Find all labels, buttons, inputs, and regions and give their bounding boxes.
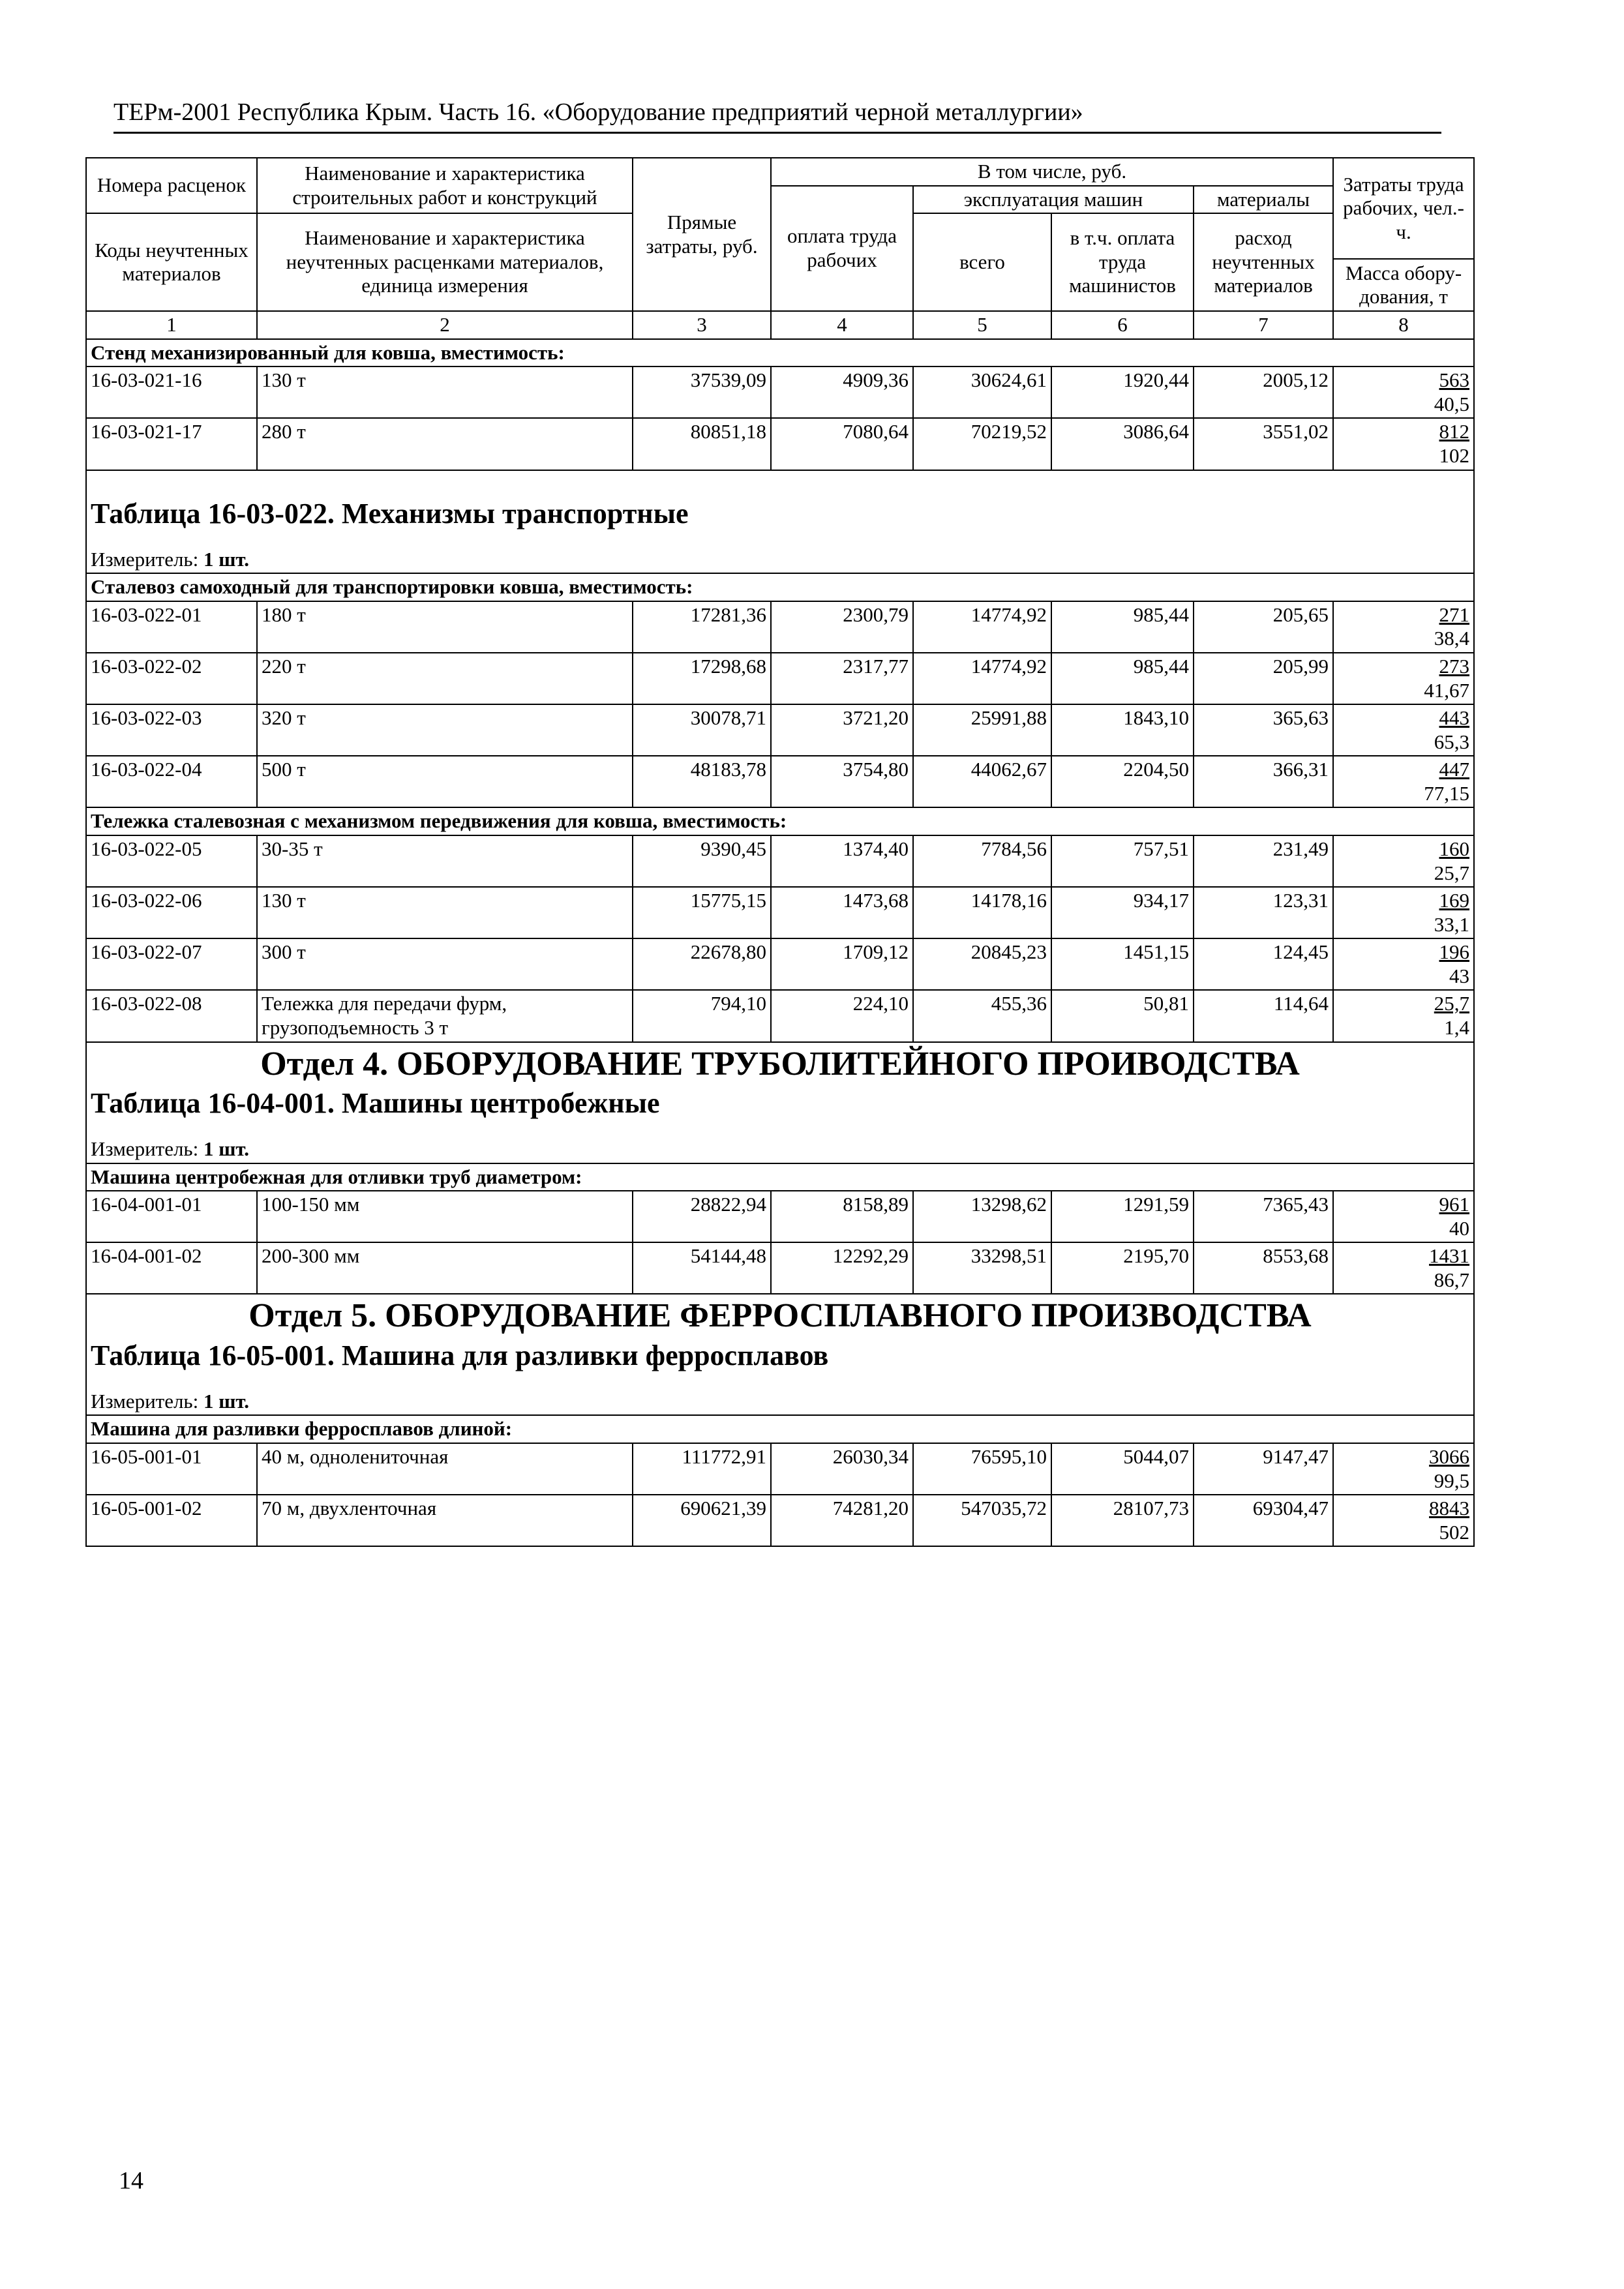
table-row (86, 756, 1474, 807)
col5-header: всего (913, 213, 1051, 311)
machine-cost: 44062,67 (913, 756, 1051, 807)
machinist-cost: 2195,70 (1051, 1242, 1194, 1294)
equipment-mass: 43 (1449, 964, 1470, 987)
machine-cost: 547035,72 (913, 1495, 1051, 1546)
labor-hours: 8843 (1429, 1497, 1470, 1520)
table-row (86, 1191, 1474, 1242)
labor-cost: 8158,89 (771, 1191, 913, 1242)
materials-cost: 7365,43 (1194, 1191, 1333, 1242)
machine-cost: 33298,51 (913, 1242, 1051, 1294)
rate-name: 130 т (257, 367, 633, 418)
in-that-header: В том числе, руб. (771, 158, 1333, 186)
rate-name-line: Тележка для передачи фурм, (262, 992, 507, 1015)
direct-cost: 15775,15 (633, 887, 771, 938)
machine-cost: 14774,92 (913, 653, 1051, 704)
rate-name: 320 т (257, 704, 633, 756)
machinist-cost: 1843,10 (1051, 704, 1194, 756)
equipment-mass: 502 (1439, 1520, 1470, 1544)
rate-code: 16-03-022-06 (86, 887, 257, 938)
table-title: Таблица 16-03-022. Механизмы транспортные (86, 470, 1474, 546)
column-number: 7 (1194, 311, 1333, 339)
direct-cost: 111772,91 (633, 1443, 771, 1495)
labor-cost: 12292,29 (771, 1242, 913, 1294)
table-row (86, 704, 1474, 756)
direct-cost: 48183,78 (633, 756, 771, 807)
measure-label: Измеритель: (91, 1137, 199, 1160)
section-row (86, 807, 1474, 835)
materials-cost: 365,63 (1194, 704, 1333, 756)
materials-cost: 114,64 (1194, 990, 1333, 1041)
machinist-cost: 985,44 (1051, 653, 1194, 704)
machine-cost: 14774,92 (913, 601, 1051, 653)
labor-cost: 2317,77 (771, 653, 913, 704)
table-header-row-1 (86, 158, 1474, 186)
labor-mass-cell (1333, 418, 1474, 470)
rate-code: 16-03-022-04 (86, 756, 257, 807)
measure-row (86, 1388, 1474, 1416)
rate-code: 16-05-001-02 (86, 1495, 257, 1546)
table-row (86, 887, 1474, 938)
machinist-cost: 50,81 (1051, 990, 1194, 1041)
table-title-row (86, 1338, 1474, 1388)
table-title-row (86, 1085, 1474, 1136)
rate-name (257, 990, 633, 1041)
labor-mass-cell (1333, 653, 1474, 704)
column-number: 2 (257, 311, 633, 339)
machinist-cost: 28107,73 (1051, 1495, 1194, 1546)
machine-cost: 30624,61 (913, 367, 1051, 418)
table-row (86, 990, 1474, 1041)
section-row (86, 573, 1474, 601)
measure-label: Измеритель: (91, 547, 199, 571)
direct-cost: 9390,45 (633, 835, 771, 887)
materials-header: материалы (1194, 186, 1333, 214)
machinist-cost: 2204,50 (1051, 756, 1194, 807)
rate-name: 130 т (257, 887, 633, 938)
labor-mass-cell (1333, 835, 1474, 887)
rate-name: 200-300 мм (257, 1242, 633, 1294)
labor-cost: 3754,80 (771, 756, 913, 807)
rate-code: 16-03-021-16 (86, 367, 257, 418)
machine-cost: 14178,16 (913, 887, 1051, 938)
labor-hours: 961 (1439, 1193, 1470, 1216)
section-title: Тележка сталевозная с механизмом передвижения для ковша, вместимость: (86, 807, 1474, 835)
direct-cost: 17298,68 (633, 653, 771, 704)
labor-cost: 1709,12 (771, 938, 913, 990)
equipment-mass: 102 (1439, 444, 1470, 468)
measure-label: Измеритель: (91, 1389, 199, 1413)
rate-code: 16-03-022-02 (86, 653, 257, 704)
rate-name: 40 м, однолениточная (257, 1443, 633, 1495)
section-row (86, 1415, 1474, 1443)
col1-top-header: Номера расценок (86, 158, 257, 213)
materials-cost: 69304,47 (1194, 1495, 1333, 1546)
machinist-cost: 1451,15 (1051, 938, 1194, 990)
rate-code: 16-04-001-01 (86, 1191, 257, 1242)
direct-cost: 22678,80 (633, 938, 771, 990)
col4-header: оплата труда рабочих (771, 186, 913, 312)
labor-mass-cell (1333, 367, 1474, 418)
col6-header: в т.ч. оплата труда машинистов (1051, 213, 1194, 311)
labor-hours: 273 (1439, 654, 1470, 678)
rate-name: 280 т (257, 418, 633, 470)
direct-cost: 54144,48 (633, 1242, 771, 1294)
machine-cost: 25991,88 (913, 704, 1051, 756)
machine-cost: 13298,62 (913, 1191, 1051, 1242)
labor-mass-cell (1333, 938, 1474, 990)
rate-code: 16-05-001-01 (86, 1443, 257, 1495)
materials-cost: 9147,47 (1194, 1443, 1333, 1495)
table-row (86, 1495, 1474, 1546)
labor-hours: 443 (1439, 706, 1470, 730)
materials-cost: 124,45 (1194, 938, 1333, 990)
col2-bottom-header: Наименование и характеристика неучтенных расценками материалов, единица измерения (257, 213, 633, 311)
labor-hours: 563 (1439, 368, 1470, 392)
col1-bottom-header: Коды неучтенных материалов (86, 213, 257, 311)
labor-mass-cell (1333, 601, 1474, 653)
rate-code: 16-03-021-17 (86, 418, 257, 470)
equipment-mass: 40 (1449, 1216, 1470, 1240)
labor-hours: 812 (1439, 420, 1470, 443)
section-row (86, 1163, 1474, 1191)
labor-mass-cell (1333, 887, 1474, 938)
labor-hours: 1431 (1429, 1244, 1470, 1268)
labor-hours: 447 (1439, 758, 1470, 781)
materials-cost: 2005,12 (1194, 367, 1333, 418)
rates-table (85, 157, 1475, 1547)
machine-cost: 70219,52 (913, 418, 1051, 470)
labor-mass-cell (1333, 1443, 1474, 1495)
direct-cost: 80851,18 (633, 418, 771, 470)
machinist-cost: 3086,64 (1051, 418, 1194, 470)
table-row (86, 1443, 1474, 1495)
labor-cost: 74281,20 (771, 1495, 913, 1546)
col3-header: Прямые затраты, руб. (633, 158, 771, 311)
labor-hours: 25,7 (1434, 992, 1470, 1015)
materials-cost: 3551,02 (1194, 418, 1333, 470)
equipment-mass: 40,5 (1434, 392, 1470, 415)
measure-row (86, 1136, 1474, 1163)
equipment-mass: 86,7 (1434, 1268, 1470, 1291)
labor-cost: 26030,34 (771, 1443, 913, 1495)
table-row (86, 835, 1474, 887)
measure-unit (86, 1136, 1474, 1163)
rates-document (85, 157, 1473, 1547)
page-header-title: ТЕРм-2001 Республика Крым. Часть 16. «Оборудование предприятий черной металлургии» (113, 98, 1083, 126)
equipment-mass: 25,7 (1434, 861, 1470, 884)
machine-cost: 455,36 (913, 990, 1051, 1041)
rate-name: 100-150 мм (257, 1191, 633, 1242)
labor-cost: 3721,20 (771, 704, 913, 756)
measure-value: 1 шт. (203, 547, 250, 571)
department-title-row (86, 1294, 1474, 1337)
rate-code: 16-03-022-08 (86, 990, 257, 1041)
materials-cost: 123,31 (1194, 887, 1333, 938)
rate-code: 16-03-022-05 (86, 835, 257, 887)
column-number: 3 (633, 311, 771, 339)
direct-cost: 37539,09 (633, 367, 771, 418)
table-title: Таблица 16-05-001. Машина для разливки ферросплавов (86, 1338, 1474, 1388)
section-title: Стенд механизированный для ковша, вместимость: (86, 339, 1474, 367)
table-row (86, 367, 1474, 418)
labor-cost: 224,10 (771, 990, 913, 1041)
department-title: Отдел 5. ОБОРУДОВАНИЕ ФЕРРОСПЛАВНОГО ПРОИЗВОДСТВА (86, 1294, 1474, 1337)
labor-mass-cell (1333, 1191, 1474, 1242)
rate-name: 300 т (257, 938, 633, 990)
equipment-mass: 77,15 (1424, 781, 1470, 805)
column-number: 4 (771, 311, 913, 339)
measure-value: 1 шт. (203, 1389, 250, 1413)
labor-cost: 1473,68 (771, 887, 913, 938)
table-row (86, 938, 1474, 990)
col2-top-header: Наименование и характеристика строительных работ и конструкций (257, 158, 633, 213)
column-number: 6 (1051, 311, 1194, 339)
header-rule (113, 132, 1441, 134)
rate-code: 16-03-022-07 (86, 938, 257, 990)
section-title: Машина центробежная для отливки труб диаметром: (86, 1163, 1474, 1191)
labor-mass-cell (1333, 1242, 1474, 1294)
measure-value: 1 шт. (203, 1137, 250, 1160)
department-title-row (86, 1042, 1474, 1085)
col8-bottom-header: Масса обору-дования, т (1333, 259, 1474, 311)
machinist-cost: 985,44 (1051, 601, 1194, 653)
equipment-mass: 99,5 (1434, 1469, 1470, 1492)
labor-cost: 7080,64 (771, 418, 913, 470)
measure-row (86, 546, 1474, 574)
machine-cost: 7784,56 (913, 835, 1051, 887)
column-number: 5 (913, 311, 1051, 339)
rate-code: 16-04-001-02 (86, 1242, 257, 1294)
table-row (86, 418, 1474, 470)
column-number: 1 (86, 311, 257, 339)
machinist-cost: 1291,59 (1051, 1191, 1194, 1242)
machinist-cost: 1920,44 (1051, 367, 1194, 418)
direct-cost: 30078,71 (633, 704, 771, 756)
labor-mass-cell (1333, 704, 1474, 756)
direct-cost: 690621,39 (633, 1495, 771, 1546)
measure-unit (86, 546, 1474, 574)
direct-cost: 28822,94 (633, 1191, 771, 1242)
labor-hours: 271 (1439, 603, 1470, 626)
machinist-cost: 934,17 (1051, 887, 1194, 938)
materials-cost: 8553,68 (1194, 1242, 1333, 1294)
machine-cost: 76595,10 (913, 1443, 1051, 1495)
labor-cost: 1374,40 (771, 835, 913, 887)
rate-code: 16-03-022-01 (86, 601, 257, 653)
rate-code: 16-03-022-03 (86, 704, 257, 756)
equipment-mass: 38,4 (1434, 627, 1470, 650)
department-title: Отдел 4. ОБОРУДОВАНИЕ ТРУБОЛИТЕЙНОГО ПРОИВОДСТВА (86, 1042, 1474, 1085)
rate-name: 70 м, двухленточная (257, 1495, 633, 1546)
table-row (86, 1242, 1474, 1294)
col8-top-header: Затраты труда рабочих, чел.-ч. (1333, 158, 1474, 259)
equipment-mass: 33,1 (1434, 912, 1470, 936)
rate-name: 220 т (257, 653, 633, 704)
table-title: Таблица 16-04-001. Машины центробежные (86, 1085, 1474, 1136)
rate-name: 180 т (257, 601, 633, 653)
rate-name: 500 т (257, 756, 633, 807)
column-numbers-row (86, 311, 1474, 339)
labor-mass-cell (1333, 756, 1474, 807)
equipment-mass: 1,4 (1444, 1016, 1470, 1040)
page-number: 14 (119, 2167, 143, 2194)
rate-name-line: грузоподъемность 3 т (262, 1016, 449, 1040)
labor-cost: 2300,79 (771, 601, 913, 653)
labor-mass-cell (1333, 990, 1474, 1041)
labor-mass-cell (1333, 1495, 1474, 1546)
labor-hours: 169 (1439, 889, 1470, 912)
materials-cost: 205,99 (1194, 653, 1333, 704)
section-title: Сталевоз самоходный для транспортировки ковша, вместимость: (86, 573, 1474, 601)
table-title-row (86, 470, 1474, 546)
machinist-cost: 757,51 (1051, 835, 1194, 887)
measure-unit (86, 1388, 1474, 1416)
materials-cost: 231,49 (1194, 835, 1333, 887)
section-title: Машина для разливки ферросплавов длиной: (86, 1415, 1474, 1443)
column-number: 8 (1333, 311, 1474, 339)
labor-hours: 3066 (1429, 1444, 1470, 1468)
equipment-mass: 65,3 (1434, 730, 1470, 753)
rate-name: 30-35 т (257, 835, 633, 887)
section-row (86, 339, 1474, 367)
machine-cost: 20845,23 (913, 938, 1051, 990)
materials-cost: 366,31 (1194, 756, 1333, 807)
direct-cost: 17281,36 (633, 601, 771, 653)
col7-header: расход неучтенных материалов (1194, 213, 1333, 311)
labor-hours: 196 (1439, 940, 1470, 964)
table-row (86, 653, 1474, 704)
materials-cost: 205,65 (1194, 601, 1333, 653)
machinist-cost: 5044,07 (1051, 1443, 1194, 1495)
labor-hours: 160 (1439, 837, 1470, 860)
equipment-mass: 41,67 (1424, 678, 1470, 702)
machines-header: эксплуатация машин (913, 186, 1194, 214)
direct-cost: 794,10 (633, 990, 771, 1041)
labor-cost: 4909,36 (771, 367, 913, 418)
table-row (86, 601, 1474, 653)
